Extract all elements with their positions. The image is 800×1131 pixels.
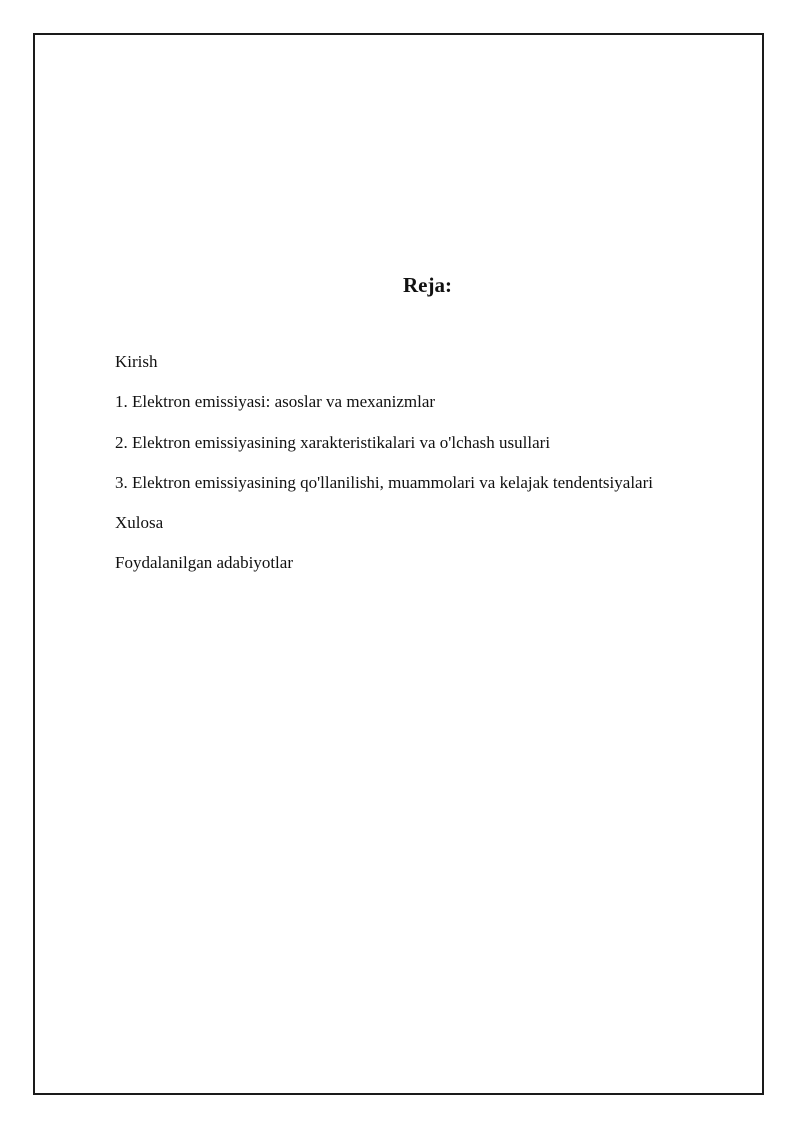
page-border [33,33,764,1095]
toc-item-chapter-3: 3. Elektron emissiyasining qo'llanilishi, muammolari va kelajak tendentsiyalari [115,472,653,492]
table-of-contents [115,349,653,591]
toc-item-conclusion: Xulosa [115,513,164,533]
page-title: Reja: [403,273,452,297]
toc-item-chapter-1: 1. Elektron emissiyasi: asoslar va mexanizmlar [115,392,436,412]
toc-item-references: Foydalanilgan adabiyotlar [115,553,293,573]
toc-item-introduction: Kirish [115,352,158,371]
toc-item-chapter-2: 2. Elektron emissiyasining xarakteristikalari va o'lchash usullari [115,432,551,452]
